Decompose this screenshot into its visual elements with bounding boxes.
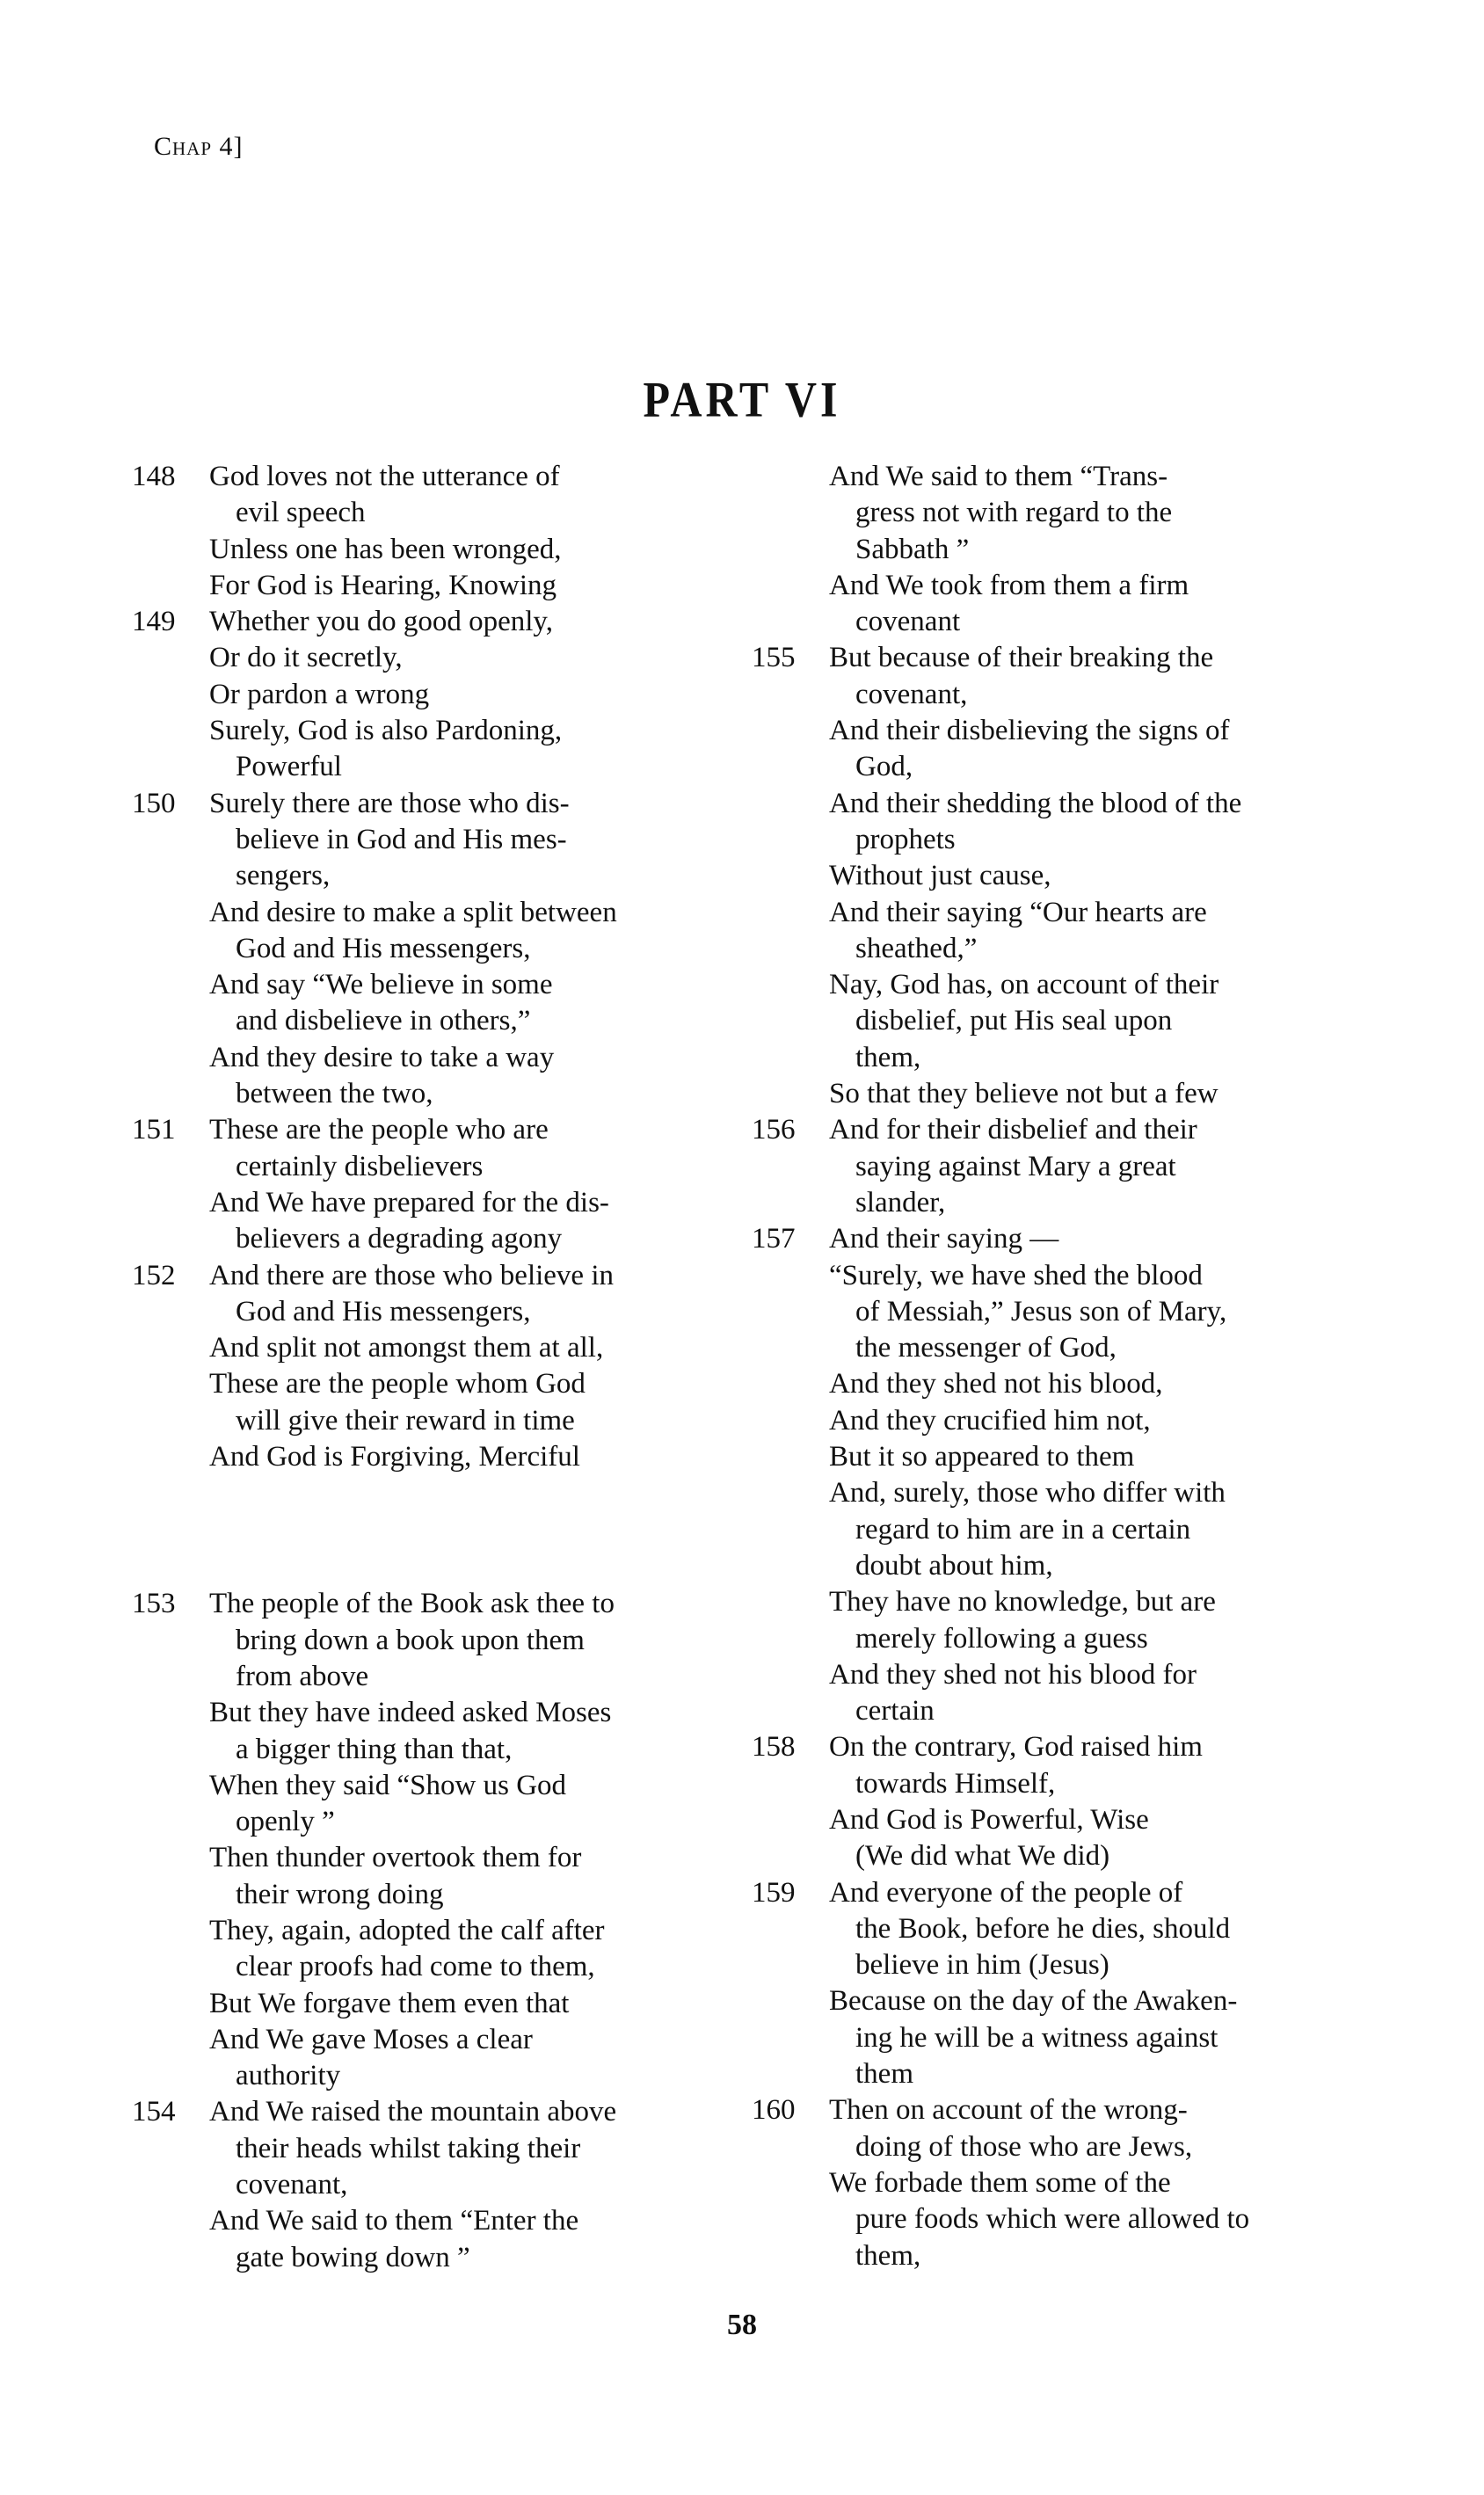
verse-line	[752, 858, 1349, 894]
section-gap	[132, 1475, 721, 1586]
verse-text: will give their reward in time	[236, 1404, 575, 1437]
verse-line	[752, 1076, 1349, 1112]
right-column	[752, 459, 1349, 2274]
verse-text: Unless one has been wronged,	[209, 533, 562, 565]
verse-text: them,	[855, 1041, 921, 1073]
verse-line	[132, 1804, 721, 1840]
verse-text: Because on the day of the Awaken-	[829, 1985, 1238, 2018]
verse-line	[132, 1695, 721, 1731]
verse-text: and disbelieve in others,”	[236, 1005, 531, 1037]
running-head	[154, 132, 244, 162]
verse-block	[132, 604, 721, 785]
verse-line	[132, 604, 721, 640]
verse-text: clear proofs had come to them,	[236, 1951, 595, 1983]
verse-text: believers a degrading agony	[236, 1223, 563, 1255]
verse-text: So that they believe not but a few	[829, 1078, 1218, 1110]
verse-line	[132, 568, 721, 604]
verse-text: And desire to make a split between	[209, 896, 617, 928]
verse-text: Surely, God is also Pardoning,	[209, 715, 563, 747]
verse-text: their heads whilst taking their	[236, 2132, 581, 2164]
verse-line	[752, 1040, 1349, 1076]
verse-text: towards Himself,	[855, 1767, 1056, 1800]
verse-line	[752, 749, 1349, 785]
verse-text: And say “We believe in some	[209, 969, 553, 1001]
verse-text: But because of their breaking the	[829, 642, 1214, 674]
verse-line	[752, 2056, 1349, 2092]
verse-line	[752, 1693, 1349, 1729]
verse-text: But We forgave them even that	[209, 1987, 570, 2019]
verse-line	[132, 967, 721, 1003]
verse-block	[132, 786, 721, 1113]
verse-block	[752, 1112, 1349, 1221]
verse-line	[132, 1149, 721, 1185]
verse-text: bring down a book upon them	[236, 1624, 585, 1656]
verse-text: sengers,	[236, 860, 331, 892]
verse-line	[132, 2240, 721, 2276]
verse-number: 155	[752, 642, 796, 674]
verse-block	[132, 1112, 721, 1257]
verse-line	[132, 858, 721, 894]
verse-line	[132, 2131, 721, 2167]
verse-line	[752, 1729, 1349, 1765]
verse-text: And split not amongst them at all,	[209, 1332, 604, 1364]
verse-number: 150	[132, 787, 176, 819]
verse-text: Nay, God has, on account of their	[829, 969, 1219, 1001]
verse-line	[132, 713, 721, 749]
verse-text: And they shed not his blood,	[829, 1368, 1163, 1400]
verse-line	[132, 532, 721, 568]
left-column	[132, 459, 721, 2276]
verse-line	[752, 1766, 1349, 1802]
verse-line	[752, 1366, 1349, 1402]
verse-block	[132, 1586, 721, 2094]
verse-text: And they crucified him not,	[829, 1404, 1151, 1437]
verse-line	[132, 2203, 721, 2239]
verse-line	[132, 749, 721, 785]
verse-text: prophets	[855, 823, 956, 855]
verse-line	[752, 1947, 1349, 1983]
verse-line	[752, 2020, 1349, 2056]
verse-block	[132, 1258, 721, 1476]
verse-block	[752, 1729, 1349, 1874]
verse-text: “Surely, we have shed the blood	[829, 1259, 1203, 1291]
verse-text: gress not with regard to the	[855, 497, 1173, 529]
verse-text: them,	[855, 2239, 921, 2272]
verse-line	[132, 640, 721, 676]
verse-block	[752, 459, 1349, 640]
verse-text: them	[855, 2058, 913, 2091]
verse-number: 154	[132, 2096, 176, 2128]
verse-text: And We said to them “Trans-	[829, 461, 1168, 492]
verse-text: But they have indeed asked Moses	[209, 1697, 612, 1729]
verse-number: 160	[752, 2094, 796, 2127]
verse-text: And their disbelieving the signs of	[829, 715, 1230, 747]
verse-text: certain	[855, 1695, 935, 1728]
verse-text: slander,	[855, 1186, 946, 1218]
verse-text: Or pardon a wrong	[209, 678, 430, 710]
verse-number: 153	[132, 1588, 176, 1620]
verse-text: openly ”	[236, 1806, 335, 1838]
verse-text: And We said to them “Enter the	[209, 2205, 579, 2237]
verse-line	[752, 532, 1349, 568]
verse-line	[132, 786, 721, 822]
verse-text: And for their disbelief and their	[829, 1114, 1197, 1146]
verse-line	[132, 1659, 721, 1695]
verse-text: And We raised the mountain above	[209, 2096, 617, 2128]
verse-line	[132, 1221, 721, 1257]
verse-line	[132, 1840, 721, 1876]
verse-block	[752, 640, 1349, 1112]
verse-line	[752, 1838, 1349, 1874]
verse-text: God,	[855, 751, 913, 783]
verse-text: And their saying “Our hearts are	[829, 896, 1207, 928]
verse-number: 159	[752, 1876, 796, 1909]
verse-text: But it so appeared to them	[829, 1441, 1135, 1473]
verse-line	[132, 1877, 721, 1913]
verse-line	[132, 1294, 721, 1330]
verse-line	[752, 1621, 1349, 1657]
verse-line	[752, 2129, 1349, 2165]
verse-text: And We took from them a firm	[829, 569, 1189, 601]
verse-text: Then thunder overtook them for	[209, 1842, 582, 1874]
verse-line	[132, 1330, 721, 1366]
verse-text: And We have prepared for the dis-	[209, 1186, 609, 1218]
verse-text: Whether you do good openly,	[209, 606, 554, 638]
verse-line	[132, 822, 721, 858]
verse-line	[752, 1185, 1349, 1221]
verse-number: 148	[132, 461, 176, 492]
verse-text: They have no knowledge, but are	[829, 1586, 1216, 1618]
verse-line	[752, 2092, 1349, 2128]
verse-line	[752, 1911, 1349, 1947]
verse-line	[132, 1732, 721, 1768]
verse-line	[132, 1949, 721, 1985]
verse-text: And their saying —	[829, 1223, 1059, 1255]
verse-line	[752, 2165, 1349, 2201]
verse-text: They, again, adopted the calf after	[209, 1914, 605, 1946]
verse-line	[132, 2058, 721, 2094]
verse-text: their wrong doing	[236, 1878, 444, 1910]
verse-line	[132, 1913, 721, 1949]
verse-line	[752, 1439, 1349, 1475]
verse-line	[752, 1584, 1349, 1620]
running-head-chapter-number: 4]	[219, 132, 244, 161]
verse-line	[752, 967, 1349, 1003]
verse-block	[752, 2092, 1349, 2273]
verse-text: merely following a guess	[855, 1622, 1148, 1655]
verse-text: Or do it secretly,	[209, 642, 403, 674]
verse-text: Without just cause,	[829, 860, 1051, 892]
verse-line	[752, 1512, 1349, 1548]
verse-text: covenant,	[236, 2169, 348, 2201]
verse-line	[132, 1586, 721, 1622]
verse-line	[752, 1548, 1349, 1584]
verse-line	[132, 1439, 721, 1475]
verse-text: And everyone of the people of	[829, 1876, 1183, 1909]
verse-text: a bigger thing than that,	[236, 1733, 513, 1765]
verse-text: from above	[236, 1660, 369, 1692]
verse-number: 152	[132, 1259, 176, 1291]
verse-text: And they desire to take a way	[209, 1041, 555, 1073]
verse-text: of Messiah,” Jesus son of Mary,	[855, 1295, 1227, 1328]
verse-text: We forbade them some of the	[829, 2166, 1171, 2199]
verse-text: authority	[236, 2060, 341, 2092]
verse-text: (We did what We did)	[855, 1840, 1110, 1873]
verse-line	[752, 713, 1349, 749]
verse-line	[132, 459, 721, 495]
verse-line	[752, 495, 1349, 531]
verse-text: doing of those who are Jews,	[855, 2130, 1193, 2163]
verse-line	[752, 459, 1349, 495]
verse-line	[132, 1003, 721, 1039]
verse-line	[752, 1149, 1349, 1185]
verse-line	[752, 1112, 1349, 1148]
verse-text: And, surely, those who differ with	[829, 1477, 1226, 1509]
verse-text: believe in God and His mes-	[236, 823, 567, 855]
verse-line	[752, 1875, 1349, 1911]
verse-text: believe in him (Jesus)	[855, 1949, 1109, 1982]
verse-line	[132, 677, 721, 713]
verse-line	[752, 1475, 1349, 1511]
verse-line	[752, 895, 1349, 931]
verse-number: 149	[132, 606, 176, 638]
verse-text: sheathed,”	[855, 932, 978, 964]
verse-line	[132, 1112, 721, 1148]
verse-line	[752, 1221, 1349, 1257]
verse-text: covenant	[855, 606, 961, 638]
verse-line	[132, 2094, 721, 2130]
verse-text: God and His messengers,	[236, 932, 531, 964]
verse-line	[132, 1623, 721, 1659]
verse-text: the Book, before he dies, should	[855, 1912, 1231, 1945]
verse-text: disbelief, put His seal upon	[855, 1005, 1173, 1037]
verse-line	[752, 931, 1349, 967]
verse-line	[752, 1330, 1349, 1366]
verse-number: 158	[752, 1731, 796, 1764]
verse-number: 156	[752, 1114, 796, 1146]
verse-text: ing he will be a witness against	[855, 2021, 1218, 2054]
verse-text: When they said “Show us God	[209, 1769, 567, 1801]
verse-block	[132, 459, 721, 604]
verse-line	[752, 786, 1349, 822]
verse-line	[752, 1657, 1349, 1693]
verse-line	[752, 2201, 1349, 2237]
verse-text: the messenger of God,	[855, 1332, 1117, 1364]
verse-text: And their shedding the blood of the	[829, 787, 1242, 819]
verse-text: And God is Forgiving, Merciful	[209, 1441, 580, 1473]
verse-line	[752, 1294, 1349, 1330]
verse-line	[752, 640, 1349, 676]
verse-line	[132, 1768, 721, 1804]
verse-line	[752, 568, 1349, 604]
verse-text: On the contrary, God raised him	[829, 1731, 1203, 1764]
verse-text: God and His messengers,	[236, 1295, 531, 1328]
verse-text: Surely there are those who dis-	[209, 787, 570, 819]
verse-text: And they shed not his blood for	[829, 1658, 1197, 1691]
verse-line	[752, 1983, 1349, 2019]
verse-line	[752, 604, 1349, 640]
verse-block	[132, 2094, 721, 2275]
verse-block	[752, 1221, 1349, 1729]
verse-line	[752, 1258, 1349, 1294]
verse-line	[132, 1403, 721, 1439]
verse-line	[132, 1986, 721, 2022]
verse-text: These are the people whom God	[209, 1368, 586, 1400]
verse-text: For God is Hearing, Knowing	[209, 569, 557, 601]
running-head-chapter-label: Chap	[154, 132, 213, 161]
verse-line	[132, 1040, 721, 1076]
verse-line	[752, 1003, 1349, 1039]
verse-text: doubt about him,	[855, 1549, 1053, 1582]
verse-text: between the two,	[236, 1078, 433, 1110]
verse-line	[132, 1185, 721, 1221]
verse-line	[752, 1802, 1349, 1838]
verse-line	[132, 495, 721, 531]
verse-text: covenant,	[855, 678, 968, 710]
page-number: 58	[727, 2309, 757, 2341]
verse-text: God loves not the utterance of	[209, 461, 560, 492]
verse-line	[752, 1403, 1349, 1439]
verse-line	[132, 1366, 721, 1402]
verse-line	[132, 1258, 721, 1294]
verse-text: certainly disbelievers	[236, 1150, 484, 1182]
verse-text: Then on account of the wrong-	[829, 2094, 1188, 2127]
verse-text: The people of the Book ask thee to	[209, 1588, 615, 1620]
verse-line	[752, 822, 1349, 858]
verse-line	[132, 1076, 721, 1112]
verse-number: 151	[132, 1114, 176, 1146]
verse-text: And We gave Moses a clear	[209, 2023, 533, 2055]
verse-text: Sabbath ”	[855, 533, 970, 565]
verse-text: pure foods which were allowed to	[855, 2203, 1250, 2236]
verse-text: And there are those who believe in	[209, 1259, 615, 1291]
verse-line	[132, 931, 721, 967]
verse-text: gate bowing down ”	[236, 2241, 470, 2273]
verse-text: evil speech	[236, 497, 366, 529]
verse-text: saying against Mary a great	[855, 1150, 1176, 1182]
verse-line	[132, 895, 721, 931]
verse-line	[132, 2022, 721, 2058]
verse-line	[132, 2167, 721, 2203]
verse-number: 157	[752, 1223, 796, 1255]
verse-block	[752, 1875, 1349, 2093]
verse-text: regard to him are in a certain	[855, 1513, 1191, 1546]
verse-text: These are the people who are	[209, 1114, 549, 1146]
verse-line	[752, 2238, 1349, 2274]
part-title: PART VI	[643, 370, 841, 428]
verse-text: And God is Powerful, Wise	[829, 1803, 1149, 1836]
verse-text: Powerful	[236, 751, 342, 783]
verse-line	[752, 677, 1349, 713]
